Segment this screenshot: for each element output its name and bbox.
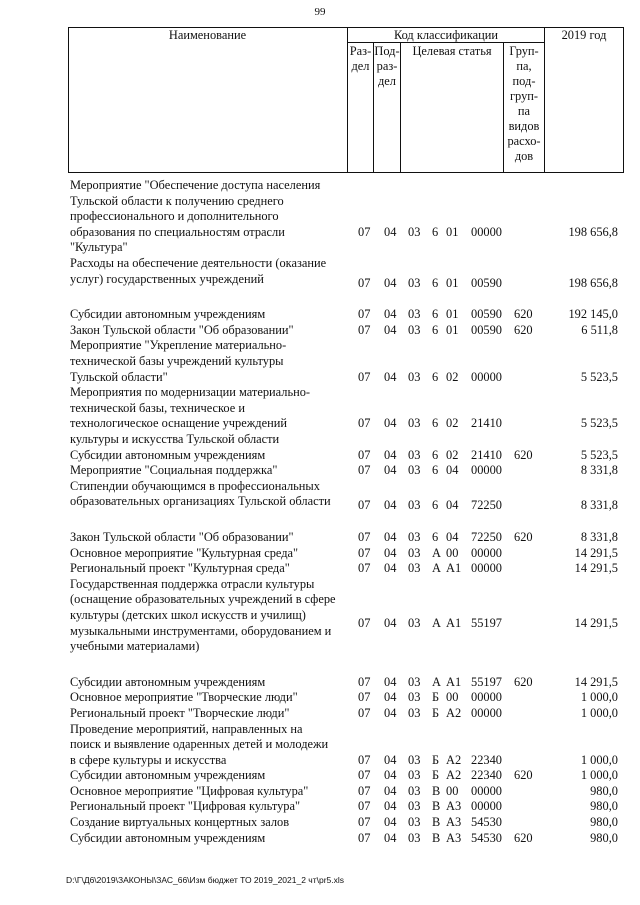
row-amount: 980,0	[590, 799, 618, 814]
row-target-subprogram: 6	[432, 307, 439, 322]
row-target-subprogram: В	[432, 815, 441, 830]
row-razdel: 07	[358, 416, 371, 431]
row-razdel: 07	[358, 705, 371, 720]
row-razdel: 07	[358, 498, 371, 513]
row-name: Основное мероприятие "Культурная среда"	[70, 545, 299, 560]
row-target-event: 02	[446, 416, 459, 431]
table-row	[0, 706, 640, 722]
row-amount: 5 523,5	[580, 447, 618, 462]
table-row	[0, 546, 640, 562]
row-target-subprogram: В	[432, 830, 441, 845]
row-target-event: 01	[446, 307, 459, 322]
table-row	[0, 479, 640, 530]
row-podrazdel: 04	[384, 307, 397, 322]
row-name: Мероприятие "Укрепление материально- технической базы учреждений культуры Тульской области"	[70, 338, 287, 384]
row-name: Региональный проект "Цифровая культура"	[70, 799, 301, 814]
row-target-event: 01	[446, 224, 459, 239]
row-target-event: 02	[446, 447, 459, 462]
row-target-direction: 00000	[471, 783, 502, 798]
row-name: Государственная поддержка отрасли культуры (оснащение образовательных учреждений в сфере культуры (детских школ искусств и училищ) музыкальными инструментами, оборудованием и учебными материалами)	[70, 576, 336, 654]
row-podrazdel: 04	[384, 705, 397, 720]
table-row	[0, 448, 640, 464]
row-podrazdel: 04	[384, 815, 397, 830]
row-target-program: 03	[408, 674, 421, 689]
row-target-program: 03	[408, 416, 421, 431]
row-target-program: 03	[408, 224, 421, 239]
row-target-direction: 00000	[471, 799, 502, 814]
row-target-subprogram: 6	[432, 498, 439, 513]
row-podrazdel: 04	[384, 561, 397, 576]
row-podrazdel: 04	[384, 545, 397, 560]
row-razdel: 07	[358, 307, 371, 322]
row-target-subprogram: А	[432, 561, 441, 576]
row-name: Основное мероприятие "Цифровая культура"	[70, 783, 309, 798]
header-group: Груп- па, под- груп- па видов расхо- дов	[507, 44, 541, 163]
row-group: 620	[514, 529, 533, 544]
row-amount: 8 331,8	[580, 498, 618, 513]
row-amount: 192 145,0	[568, 307, 618, 322]
header-target: Целевая статья	[412, 44, 492, 58]
row-target-subprogram: 6	[432, 224, 439, 239]
row-target-direction: 54530	[471, 830, 502, 845]
row-target-direction: 00000	[471, 705, 502, 720]
row-target-event: 04	[446, 463, 459, 478]
table-row	[0, 690, 640, 706]
row-podrazdel: 04	[384, 690, 397, 705]
row-amount: 8 331,8	[580, 529, 618, 544]
row-name: Региональный проект "Культурная среда"	[70, 561, 290, 576]
row-target-event: А1	[446, 615, 462, 630]
row-razdel: 07	[358, 674, 371, 689]
row-target-event: 00	[446, 545, 459, 560]
row-razdel: 07	[358, 768, 371, 783]
row-group: 620	[514, 307, 533, 322]
row-target-direction: 55197	[471, 674, 502, 689]
row-target-direction: 00590	[471, 322, 502, 337]
row-target-subprogram: Б	[432, 752, 440, 767]
row-target-subprogram: 6	[432, 416, 439, 431]
table-row	[0, 784, 640, 800]
row-name: Мероприятие "Обеспечение доступа населения Тульской области к получению среднего профессионального и дополнительного образования по специальностям отрасли "Культура"	[70, 178, 321, 255]
row-target-subprogram: Б	[432, 690, 440, 705]
row-amount: 1 000,0	[580, 690, 618, 705]
row-podrazdel: 04	[384, 529, 397, 544]
row-podrazdel: 04	[384, 615, 397, 630]
row-podrazdel: 04	[384, 369, 397, 384]
row-name: Региональный проект "Творческие люди"	[70, 705, 290, 720]
row-target-program: 03	[408, 799, 421, 814]
row-name: Субсидии автономным учреждениям	[70, 447, 266, 462]
row-target-subprogram: А	[432, 545, 441, 560]
table-header	[68, 27, 624, 173]
table-body	[0, 178, 640, 846]
row-target-event: 02	[446, 369, 459, 384]
row-razdel: 07	[358, 463, 371, 478]
row-amount: 8 331,8	[580, 463, 618, 478]
row-amount: 198 656,8	[568, 275, 618, 290]
row-amount: 14 291,5	[574, 615, 618, 630]
row-target-program: 03	[408, 463, 421, 478]
row-name: Субсидии автономным учреждениям	[70, 830, 266, 845]
row-razdel: 07	[358, 369, 371, 384]
row-amount: 14 291,5	[574, 674, 618, 689]
row-podrazdel: 04	[384, 447, 397, 462]
row-razdel: 07	[358, 275, 371, 290]
row-target-subprogram: 6	[432, 275, 439, 290]
row-razdel: 07	[358, 783, 371, 798]
row-target-program: 03	[408, 529, 421, 544]
row-target-event: А2	[446, 768, 462, 783]
row-target-program: 03	[408, 752, 421, 767]
row-target-subprogram: А	[432, 615, 441, 630]
row-target-direction: 22340	[471, 768, 502, 783]
row-podrazdel: 04	[384, 674, 397, 689]
row-target-event: 01	[446, 275, 459, 290]
row-target-event: 01	[446, 322, 459, 337]
row-amount: 198 656,8	[568, 224, 618, 239]
row-target-direction: 00000	[471, 561, 502, 576]
row-razdel: 07	[358, 224, 371, 239]
row-razdel: 07	[358, 447, 371, 462]
row-target-program: 03	[408, 783, 421, 798]
row-target-event: А3	[446, 830, 462, 845]
row-target-subprogram: В	[432, 783, 441, 798]
row-amount: 1 000,0	[580, 768, 618, 783]
table-row	[0, 561, 640, 577]
row-podrazdel: 04	[384, 768, 397, 783]
row-podrazdel: 04	[384, 463, 397, 478]
table-row	[0, 577, 640, 675]
row-amount: 980,0	[590, 783, 618, 798]
table-row	[0, 530, 640, 546]
row-target-program: 03	[408, 705, 421, 720]
row-target-program: 03	[408, 275, 421, 290]
row-target-direction: 00000	[471, 545, 502, 560]
row-amount: 5 523,5	[580, 416, 618, 431]
row-name: Закон Тульской области "Об образовании"	[70, 529, 294, 544]
row-podrazdel: 04	[384, 783, 397, 798]
row-target-direction: 00590	[471, 275, 502, 290]
row-target-event: А3	[446, 815, 462, 830]
row-target-direction: 21410	[471, 447, 502, 462]
row-podrazdel: 04	[384, 322, 397, 337]
row-razdel: 07	[358, 799, 371, 814]
row-target-event: 04	[446, 529, 459, 544]
row-group: 620	[514, 768, 533, 783]
row-target-event: А2	[446, 705, 462, 720]
row-razdel: 07	[358, 529, 371, 544]
row-target-subprogram: 6	[432, 447, 439, 462]
row-name: Закон Тульской области "Об образовании"	[70, 322, 294, 337]
row-target-direction: 55197	[471, 615, 502, 630]
row-name: Субсидии автономным учреждениям	[70, 307, 266, 322]
table-row	[0, 463, 640, 479]
row-group: 620	[514, 830, 533, 845]
row-razdel: 07	[358, 752, 371, 767]
row-target-direction: 00000	[471, 690, 502, 705]
row-target-program: 03	[408, 830, 421, 845]
row-name: Создание виртуальных концертных залов	[70, 815, 290, 830]
table-row	[0, 178, 640, 256]
row-podrazdel: 04	[384, 416, 397, 431]
row-target-direction: 00590	[471, 307, 502, 322]
row-amount: 5 523,5	[580, 369, 618, 384]
row-amount: 6 511,8	[581, 322, 618, 337]
row-razdel: 07	[358, 545, 371, 560]
header-razdel: Раз- дел	[349, 44, 372, 73]
row-amount: 14 291,5	[574, 545, 618, 560]
row-target-direction: 21410	[471, 416, 502, 431]
row-target-direction: 22340	[471, 752, 502, 767]
row-target-program: 03	[408, 815, 421, 830]
row-target-program: 03	[408, 615, 421, 630]
row-podrazdel: 04	[384, 830, 397, 845]
row-target-direction: 00000	[471, 463, 502, 478]
row-target-program: 03	[408, 498, 421, 513]
row-target-program: 03	[408, 322, 421, 337]
file-path-footer: D:\Г\Д6\2019\ЗАКОНЫ\ЗАС_66\Изм бюджет ТО 2019_2021_2 чт\pr5.xls	[66, 875, 345, 885]
row-podrazdel: 04	[384, 752, 397, 767]
row-podrazdel: 04	[384, 498, 397, 513]
table-row	[0, 307, 640, 323]
row-podrazdel: 04	[384, 224, 397, 239]
row-razdel: 07	[358, 615, 371, 630]
table-row	[0, 338, 640, 385]
row-target-program: 03	[408, 545, 421, 560]
row-amount: 14 291,5	[574, 561, 618, 576]
table-row	[0, 675, 640, 691]
table-row	[0, 256, 640, 307]
row-target-program: 03	[408, 561, 421, 576]
row-target-subprogram: 6	[432, 529, 439, 544]
row-target-subprogram: 6	[432, 322, 439, 337]
row-target-event: А2	[446, 752, 462, 767]
row-target-event: 00	[446, 690, 459, 705]
row-group: 620	[514, 674, 533, 689]
table-row	[0, 768, 640, 784]
row-target-program: 03	[408, 690, 421, 705]
row-target-program: 03	[408, 307, 421, 322]
table-row	[0, 831, 640, 847]
row-group: 620	[514, 447, 533, 462]
row-target-program: 03	[408, 369, 421, 384]
row-razdel: 07	[358, 561, 371, 576]
row-target-event: А1	[446, 561, 462, 576]
row-target-event: 04	[446, 498, 459, 513]
row-amount: 980,0	[590, 830, 618, 845]
row-target-direction: 54530	[471, 815, 502, 830]
header-podrazdel: Под- раз- дел	[374, 44, 400, 88]
row-name: Основное мероприятие "Творческие люди"	[70, 690, 298, 705]
row-target-subprogram: В	[432, 799, 441, 814]
row-razdel: 07	[358, 830, 371, 845]
table-row	[0, 815, 640, 831]
table-row	[0, 323, 640, 339]
row-target-subprogram: 6	[432, 369, 439, 384]
row-podrazdel: 04	[384, 799, 397, 814]
row-target-program: 03	[408, 768, 421, 783]
row-target-direction: 00000	[471, 224, 502, 239]
row-name: Расходы на обеспечение деятельности (оказание услуг) государственных учреждений	[70, 256, 327, 286]
row-amount: 1 000,0	[580, 752, 618, 767]
row-group: 620	[514, 322, 533, 337]
row-target-event: А1	[446, 674, 462, 689]
row-razdel: 07	[358, 690, 371, 705]
row-amount: 1 000,0	[580, 705, 618, 720]
table-row	[0, 385, 640, 447]
row-target-event: 00	[446, 783, 459, 798]
row-razdel: 07	[358, 815, 371, 830]
page-number: 99	[314, 6, 326, 18]
row-name: Субсидии автономным учреждениям	[70, 674, 266, 689]
row-target-event: А3	[446, 799, 462, 814]
table-row	[0, 799, 640, 815]
header-name: Наименование	[168, 28, 247, 42]
row-name: Проведение мероприятий, направленных на поиск и выявление одаренных детей и молодежи в сфере культуры и искусства	[70, 721, 329, 767]
row-name: Мероприятия по модернизации материально- технической базы, техническое и технологическое оснащение учреждений культуры и искусства Тульской области	[70, 385, 311, 446]
header-year: 2019 год	[561, 28, 607, 42]
row-target-subprogram: Б	[432, 705, 440, 720]
row-target-subprogram: А	[432, 674, 441, 689]
row-name: Субсидии автономным учреждениям	[70, 768, 266, 783]
row-amount: 980,0	[590, 815, 618, 830]
table-row	[0, 722, 640, 769]
row-target-program: 03	[408, 447, 421, 462]
row-name: Стипендии обучающимся в профессиональных образовательных организациях Тульской области	[70, 478, 331, 509]
row-target-direction: 72250	[471, 498, 502, 513]
header-code-group: Код классификации	[393, 28, 499, 42]
row-target-subprogram: Б	[432, 768, 440, 783]
row-razdel: 07	[358, 322, 371, 337]
row-target-direction: 00000	[471, 369, 502, 384]
row-target-subprogram: 6	[432, 463, 439, 478]
row-podrazdel: 04	[384, 275, 397, 290]
row-target-direction: 72250	[471, 529, 502, 544]
row-name: Мероприятие "Социальная поддержка"	[70, 463, 278, 478]
